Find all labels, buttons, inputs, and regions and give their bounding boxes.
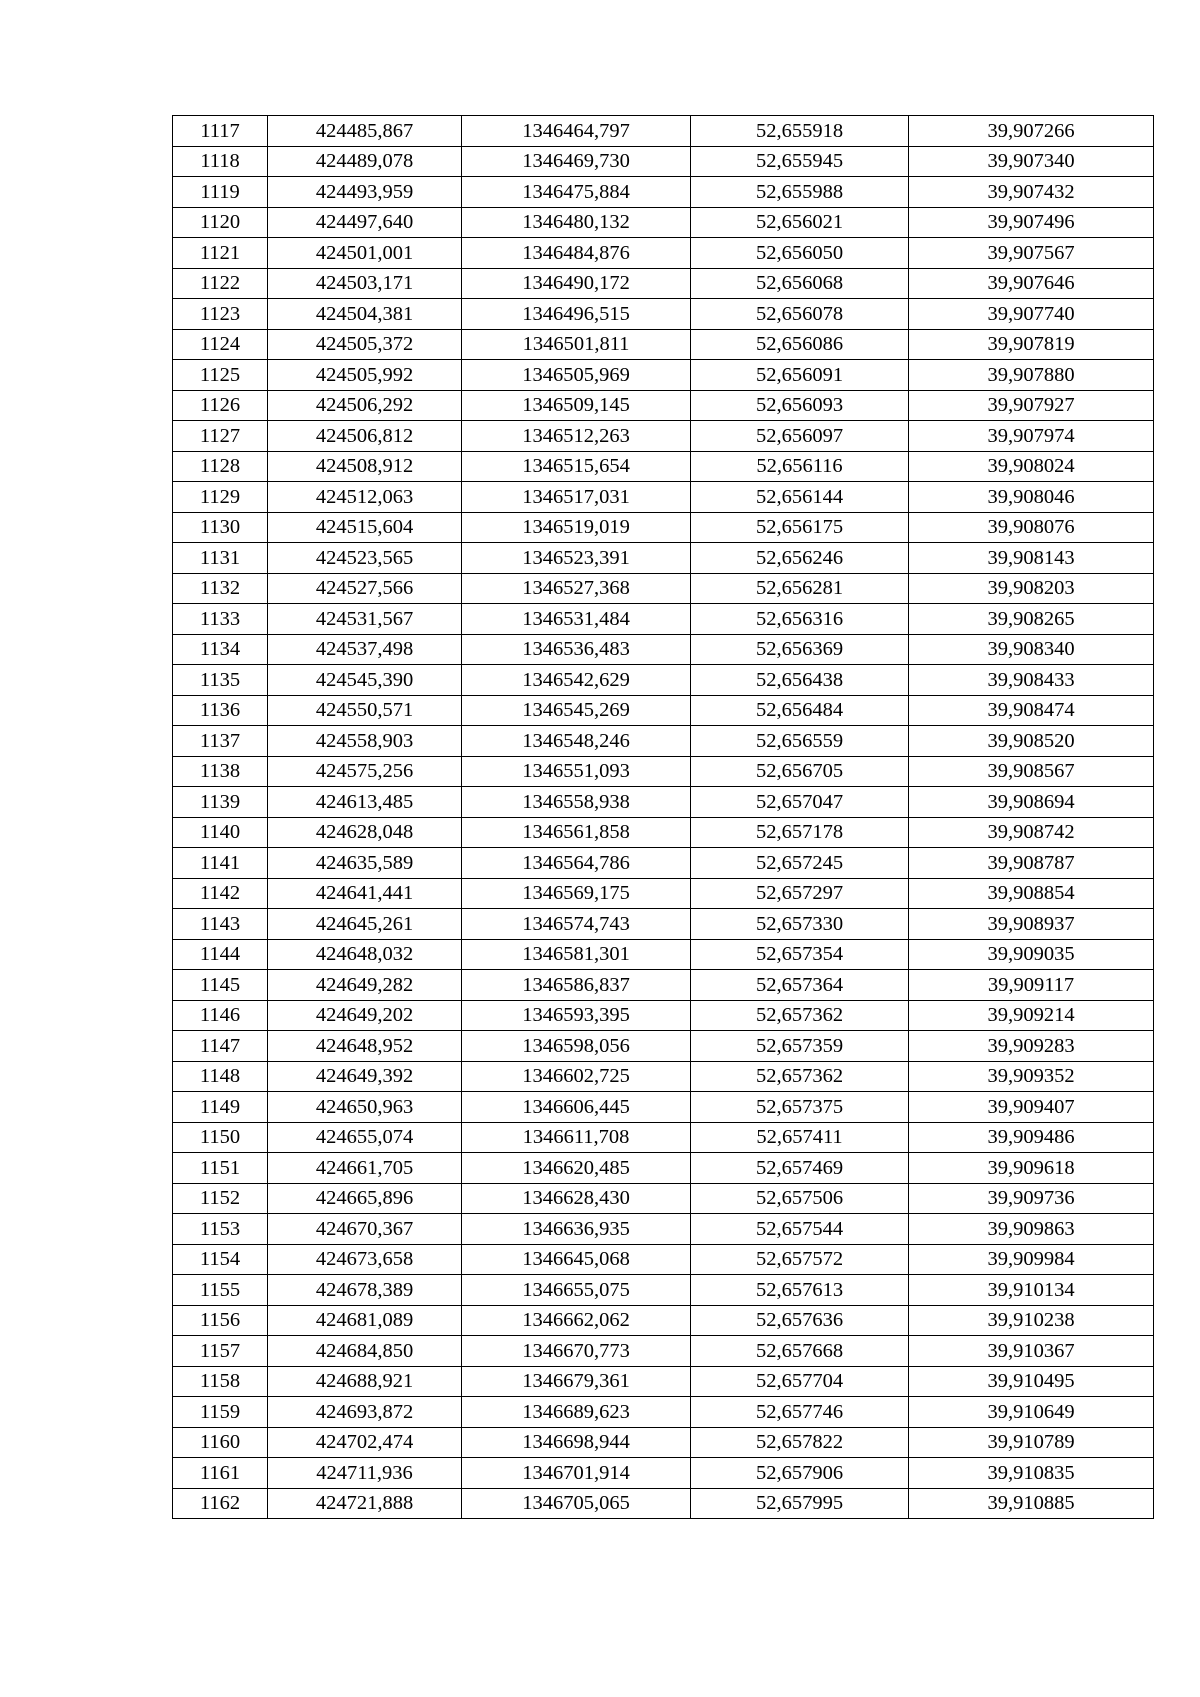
x-coordinate-cell: 424688,921	[268, 1366, 462, 1397]
longitude-cell: 39,908854	[909, 878, 1154, 909]
point-number-cell: 1137	[173, 726, 268, 757]
x-coordinate-cell: 424545,390	[268, 665, 462, 696]
y-coordinate-cell: 1346636,935	[462, 1214, 691, 1245]
table-row	[173, 1244, 1154, 1275]
longitude-cell: 39,908076	[909, 512, 1154, 543]
table-row	[173, 756, 1154, 787]
table-row	[173, 1488, 1154, 1519]
x-coordinate-cell: 424628,048	[268, 817, 462, 848]
y-coordinate-cell: 1346501,811	[462, 329, 691, 360]
latitude-cell: 52,657362	[691, 1061, 909, 1092]
table-row	[173, 1336, 1154, 1367]
y-coordinate-cell: 1346464,797	[462, 116, 691, 147]
y-coordinate-cell: 1346515,654	[462, 451, 691, 482]
y-coordinate-cell: 1346586,837	[462, 970, 691, 1001]
x-coordinate-cell: 424508,912	[268, 451, 462, 482]
latitude-cell: 52,656097	[691, 421, 909, 452]
x-coordinate-cell: 424506,812	[268, 421, 462, 452]
point-number-cell: 1141	[173, 848, 268, 879]
point-number-cell: 1151	[173, 1153, 268, 1184]
latitude-cell: 52,656484	[691, 695, 909, 726]
longitude-cell: 39,909035	[909, 939, 1154, 970]
x-coordinate-cell: 424493,959	[268, 177, 462, 208]
point-number-cell: 1138	[173, 756, 268, 787]
longitude-cell: 39,907567	[909, 238, 1154, 269]
longitude-cell: 39,907646	[909, 268, 1154, 299]
latitude-cell: 52,656078	[691, 299, 909, 330]
latitude-cell: 52,656144	[691, 482, 909, 513]
longitude-cell: 39,907266	[909, 116, 1154, 147]
table-row	[173, 695, 1154, 726]
latitude-cell: 52,657047	[691, 787, 909, 818]
table-row	[173, 604, 1154, 635]
longitude-cell: 39,908143	[909, 543, 1154, 574]
y-coordinate-cell: 1346519,019	[462, 512, 691, 543]
y-coordinate-cell: 1346602,725	[462, 1061, 691, 1092]
table-row	[173, 1061, 1154, 1092]
longitude-cell: 39,909283	[909, 1031, 1154, 1062]
x-coordinate-cell: 424649,202	[268, 1000, 462, 1031]
point-number-cell: 1119	[173, 177, 268, 208]
longitude-cell: 39,908433	[909, 665, 1154, 696]
x-coordinate-cell: 424613,485	[268, 787, 462, 818]
table-row	[173, 421, 1154, 452]
x-coordinate-cell: 424655,074	[268, 1122, 462, 1153]
point-number-cell: 1121	[173, 238, 268, 269]
latitude-cell: 52,656246	[691, 543, 909, 574]
longitude-cell: 39,909984	[909, 1244, 1154, 1275]
latitude-cell: 52,656021	[691, 207, 909, 238]
coordinates-table	[172, 115, 1154, 1519]
longitude-cell: 39,910367	[909, 1336, 1154, 1367]
x-coordinate-cell: 424641,441	[268, 878, 462, 909]
latitude-cell: 52,656316	[691, 604, 909, 635]
table-row	[173, 482, 1154, 513]
x-coordinate-cell: 424678,389	[268, 1275, 462, 1306]
point-number-cell: 1136	[173, 695, 268, 726]
y-coordinate-cell: 1346689,623	[462, 1397, 691, 1428]
latitude-cell: 52,656705	[691, 756, 909, 787]
longitude-cell: 39,909618	[909, 1153, 1154, 1184]
y-coordinate-cell: 1346505,969	[462, 360, 691, 391]
x-coordinate-cell: 424721,888	[268, 1488, 462, 1519]
y-coordinate-cell: 1346569,175	[462, 878, 691, 909]
y-coordinate-cell: 1346701,914	[462, 1458, 691, 1489]
longitude-cell: 39,910885	[909, 1488, 1154, 1519]
point-number-cell: 1145	[173, 970, 268, 1001]
longitude-cell: 39,910134	[909, 1275, 1154, 1306]
point-number-cell: 1161	[173, 1458, 268, 1489]
latitude-cell: 52,657362	[691, 1000, 909, 1031]
point-number-cell: 1157	[173, 1336, 268, 1367]
x-coordinate-cell: 424515,604	[268, 512, 462, 543]
point-number-cell: 1160	[173, 1427, 268, 1458]
longitude-cell: 39,909486	[909, 1122, 1154, 1153]
x-coordinate-cell: 424711,936	[268, 1458, 462, 1489]
y-coordinate-cell: 1346480,132	[462, 207, 691, 238]
y-coordinate-cell: 1346536,483	[462, 634, 691, 665]
x-coordinate-cell: 424648,032	[268, 939, 462, 970]
x-coordinate-cell: 424497,640	[268, 207, 462, 238]
longitude-cell: 39,907927	[909, 390, 1154, 421]
longitude-cell: 39,908340	[909, 634, 1154, 665]
latitude-cell: 52,657906	[691, 1458, 909, 1489]
table-row	[173, 787, 1154, 818]
longitude-cell: 39,910789	[909, 1427, 1154, 1458]
point-number-cell: 1132	[173, 573, 268, 604]
latitude-cell: 52,656281	[691, 573, 909, 604]
x-coordinate-cell: 424489,078	[268, 146, 462, 177]
y-coordinate-cell: 1346469,730	[462, 146, 691, 177]
y-coordinate-cell: 1346593,395	[462, 1000, 691, 1031]
point-number-cell: 1133	[173, 604, 268, 635]
x-coordinate-cell: 424670,367	[268, 1214, 462, 1245]
longitude-cell: 39,908787	[909, 848, 1154, 879]
latitude-cell: 52,657636	[691, 1305, 909, 1336]
x-coordinate-cell: 424501,001	[268, 238, 462, 269]
table-row	[173, 1092, 1154, 1123]
y-coordinate-cell: 1346490,172	[462, 268, 691, 299]
point-number-cell: 1146	[173, 1000, 268, 1031]
y-coordinate-cell: 1346564,786	[462, 848, 691, 879]
latitude-cell: 52,655918	[691, 116, 909, 147]
x-coordinate-cell: 424512,063	[268, 482, 462, 513]
latitude-cell: 52,657178	[691, 817, 909, 848]
latitude-cell: 52,657364	[691, 970, 909, 1001]
latitude-cell: 52,657354	[691, 939, 909, 970]
table-row	[173, 848, 1154, 879]
y-coordinate-cell: 1346509,145	[462, 390, 691, 421]
x-coordinate-cell: 424649,282	[268, 970, 462, 1001]
y-coordinate-cell: 1346531,484	[462, 604, 691, 635]
latitude-cell: 52,656091	[691, 360, 909, 391]
point-number-cell: 1139	[173, 787, 268, 818]
latitude-cell: 52,656086	[691, 329, 909, 360]
x-coordinate-cell: 424648,952	[268, 1031, 462, 1062]
table-row	[173, 573, 1154, 604]
point-number-cell: 1131	[173, 543, 268, 574]
x-coordinate-cell: 424527,566	[268, 573, 462, 604]
table-row	[173, 360, 1154, 391]
longitude-cell: 39,908742	[909, 817, 1154, 848]
longitude-cell: 39,909214	[909, 1000, 1154, 1031]
x-coordinate-cell: 424550,571	[268, 695, 462, 726]
y-coordinate-cell: 1346561,858	[462, 817, 691, 848]
y-coordinate-cell: 1346512,263	[462, 421, 691, 452]
longitude-cell: 39,907740	[909, 299, 1154, 330]
longitude-cell: 39,908024	[909, 451, 1154, 482]
point-number-cell: 1142	[173, 878, 268, 909]
x-coordinate-cell: 424693,872	[268, 1397, 462, 1428]
table-row	[173, 1153, 1154, 1184]
y-coordinate-cell: 1346628,430	[462, 1183, 691, 1214]
x-coordinate-cell: 424649,392	[268, 1061, 462, 1092]
y-coordinate-cell: 1346655,075	[462, 1275, 691, 1306]
latitude-cell: 52,656175	[691, 512, 909, 543]
table-row	[173, 817, 1154, 848]
latitude-cell: 52,657359	[691, 1031, 909, 1062]
point-number-cell: 1120	[173, 207, 268, 238]
y-coordinate-cell: 1346545,269	[462, 695, 691, 726]
point-number-cell: 1124	[173, 329, 268, 360]
longitude-cell: 39,908265	[909, 604, 1154, 635]
longitude-cell: 39,907496	[909, 207, 1154, 238]
y-coordinate-cell: 1346620,485	[462, 1153, 691, 1184]
point-number-cell: 1118	[173, 146, 268, 177]
point-number-cell: 1154	[173, 1244, 268, 1275]
table-row	[173, 207, 1154, 238]
x-coordinate-cell: 424681,089	[268, 1305, 462, 1336]
table-row	[173, 146, 1154, 177]
y-coordinate-cell: 1346679,361	[462, 1366, 691, 1397]
table-row	[173, 1427, 1154, 1458]
latitude-cell: 52,656438	[691, 665, 909, 696]
table-row	[173, 1183, 1154, 1214]
x-coordinate-cell: 424506,292	[268, 390, 462, 421]
latitude-cell: 52,656116	[691, 451, 909, 482]
longitude-cell: 39,908567	[909, 756, 1154, 787]
latitude-cell: 52,657995	[691, 1488, 909, 1519]
point-number-cell: 1147	[173, 1031, 268, 1062]
point-number-cell: 1144	[173, 939, 268, 970]
table-row	[173, 1366, 1154, 1397]
y-coordinate-cell: 1346517,031	[462, 482, 691, 513]
y-coordinate-cell: 1346558,938	[462, 787, 691, 818]
longitude-cell: 39,907340	[909, 146, 1154, 177]
table-row	[173, 634, 1154, 665]
y-coordinate-cell: 1346705,065	[462, 1488, 691, 1519]
point-number-cell: 1135	[173, 665, 268, 696]
longitude-cell: 39,907974	[909, 421, 1154, 452]
point-number-cell: 1126	[173, 390, 268, 421]
x-coordinate-cell: 424650,963	[268, 1092, 462, 1123]
point-number-cell: 1159	[173, 1397, 268, 1428]
point-number-cell: 1134	[173, 634, 268, 665]
latitude-cell: 52,656559	[691, 726, 909, 757]
table-row	[173, 512, 1154, 543]
x-coordinate-cell: 424503,171	[268, 268, 462, 299]
table-row	[173, 665, 1154, 696]
longitude-cell: 39,909736	[909, 1183, 1154, 1214]
longitude-cell: 39,909117	[909, 970, 1154, 1001]
x-coordinate-cell: 424505,992	[268, 360, 462, 391]
point-number-cell: 1130	[173, 512, 268, 543]
point-number-cell: 1140	[173, 817, 268, 848]
longitude-cell: 39,910238	[909, 1305, 1154, 1336]
y-coordinate-cell: 1346598,056	[462, 1031, 691, 1062]
y-coordinate-cell: 1346527,368	[462, 573, 691, 604]
latitude-cell: 52,656068	[691, 268, 909, 299]
x-coordinate-cell: 424523,565	[268, 543, 462, 574]
table-row	[173, 1214, 1154, 1245]
latitude-cell: 52,657506	[691, 1183, 909, 1214]
y-coordinate-cell: 1346698,944	[462, 1427, 691, 1458]
latitude-cell: 52,655988	[691, 177, 909, 208]
y-coordinate-cell: 1346662,062	[462, 1305, 691, 1336]
longitude-cell: 39,907432	[909, 177, 1154, 208]
x-coordinate-cell: 424537,498	[268, 634, 462, 665]
longitude-cell: 39,908937	[909, 909, 1154, 940]
x-coordinate-cell: 424645,261	[268, 909, 462, 940]
latitude-cell: 52,657822	[691, 1427, 909, 1458]
table-row	[173, 1397, 1154, 1428]
longitude-cell: 39,909407	[909, 1092, 1154, 1123]
table-row	[173, 1305, 1154, 1336]
x-coordinate-cell: 424485,867	[268, 116, 462, 147]
x-coordinate-cell: 424665,896	[268, 1183, 462, 1214]
table-row	[173, 268, 1154, 299]
longitude-cell: 39,907819	[909, 329, 1154, 360]
y-coordinate-cell: 1346475,884	[462, 177, 691, 208]
longitude-cell: 39,908694	[909, 787, 1154, 818]
longitude-cell: 39,910495	[909, 1366, 1154, 1397]
x-coordinate-cell: 424505,372	[268, 329, 462, 360]
point-number-cell: 1162	[173, 1488, 268, 1519]
x-coordinate-cell: 424684,850	[268, 1336, 462, 1367]
table-row	[173, 299, 1154, 330]
table-row	[173, 1122, 1154, 1153]
table-row	[173, 177, 1154, 208]
longitude-cell: 39,908474	[909, 695, 1154, 726]
point-number-cell: 1152	[173, 1183, 268, 1214]
point-number-cell: 1128	[173, 451, 268, 482]
x-coordinate-cell: 424558,903	[268, 726, 462, 757]
point-number-cell: 1149	[173, 1092, 268, 1123]
x-coordinate-cell: 424673,658	[268, 1244, 462, 1275]
point-number-cell: 1150	[173, 1122, 268, 1153]
latitude-cell: 52,657245	[691, 848, 909, 879]
table-row	[173, 726, 1154, 757]
point-number-cell: 1143	[173, 909, 268, 940]
longitude-cell: 39,908203	[909, 573, 1154, 604]
longitude-cell: 39,910835	[909, 1458, 1154, 1489]
longitude-cell: 39,910649	[909, 1397, 1154, 1428]
latitude-cell: 52,656093	[691, 390, 909, 421]
y-coordinate-cell: 1346523,391	[462, 543, 691, 574]
latitude-cell: 52,657330	[691, 909, 909, 940]
table-row	[173, 939, 1154, 970]
longitude-cell: 39,909352	[909, 1061, 1154, 1092]
y-coordinate-cell: 1346542,629	[462, 665, 691, 696]
latitude-cell: 52,657411	[691, 1122, 909, 1153]
y-coordinate-cell: 1346670,773	[462, 1336, 691, 1367]
point-number-cell: 1117	[173, 116, 268, 147]
coordinates-table-body	[173, 116, 1154, 1519]
y-coordinate-cell: 1346581,301	[462, 939, 691, 970]
latitude-cell: 52,657297	[691, 878, 909, 909]
point-number-cell: 1125	[173, 360, 268, 391]
latitude-cell: 52,657746	[691, 1397, 909, 1428]
table-row	[173, 238, 1154, 269]
y-coordinate-cell: 1346611,708	[462, 1122, 691, 1153]
longitude-cell: 39,908520	[909, 726, 1154, 757]
y-coordinate-cell: 1346548,246	[462, 726, 691, 757]
x-coordinate-cell: 424661,705	[268, 1153, 462, 1184]
latitude-cell: 52,657572	[691, 1244, 909, 1275]
point-number-cell: 1155	[173, 1275, 268, 1306]
y-coordinate-cell: 1346574,743	[462, 909, 691, 940]
latitude-cell: 52,657544	[691, 1214, 909, 1245]
latitude-cell: 52,657375	[691, 1092, 909, 1123]
point-number-cell: 1122	[173, 268, 268, 299]
table-row	[173, 1458, 1154, 1489]
table-row	[173, 970, 1154, 1001]
y-coordinate-cell: 1346551,093	[462, 756, 691, 787]
longitude-cell: 39,908046	[909, 482, 1154, 513]
latitude-cell: 52,655945	[691, 146, 909, 177]
point-number-cell: 1148	[173, 1061, 268, 1092]
x-coordinate-cell: 424531,567	[268, 604, 462, 635]
table-row	[173, 909, 1154, 940]
table-row	[173, 1031, 1154, 1062]
table-row	[173, 116, 1154, 147]
latitude-cell: 52,656050	[691, 238, 909, 269]
longitude-cell: 39,909863	[909, 1214, 1154, 1245]
x-coordinate-cell: 424504,381	[268, 299, 462, 330]
x-coordinate-cell: 424635,589	[268, 848, 462, 879]
latitude-cell: 52,657668	[691, 1336, 909, 1367]
table-row	[173, 390, 1154, 421]
x-coordinate-cell: 424575,256	[268, 756, 462, 787]
point-number-cell: 1156	[173, 1305, 268, 1336]
y-coordinate-cell: 1346606,445	[462, 1092, 691, 1123]
table-row	[173, 878, 1154, 909]
point-number-cell: 1153	[173, 1214, 268, 1245]
y-coordinate-cell: 1346496,515	[462, 299, 691, 330]
y-coordinate-cell: 1346645,068	[462, 1244, 691, 1275]
latitude-cell: 52,657613	[691, 1275, 909, 1306]
latitude-cell: 52,657469	[691, 1153, 909, 1184]
y-coordinate-cell: 1346484,876	[462, 238, 691, 269]
latitude-cell: 52,656369	[691, 634, 909, 665]
point-number-cell: 1127	[173, 421, 268, 452]
point-number-cell: 1158	[173, 1366, 268, 1397]
x-coordinate-cell: 424702,474	[268, 1427, 462, 1458]
point-number-cell: 1123	[173, 299, 268, 330]
table-row	[173, 451, 1154, 482]
point-number-cell: 1129	[173, 482, 268, 513]
table-row	[173, 543, 1154, 574]
latitude-cell: 52,657704	[691, 1366, 909, 1397]
table-row	[173, 1275, 1154, 1306]
table-row	[173, 1000, 1154, 1031]
longitude-cell: 39,907880	[909, 360, 1154, 391]
table-row	[173, 329, 1154, 360]
